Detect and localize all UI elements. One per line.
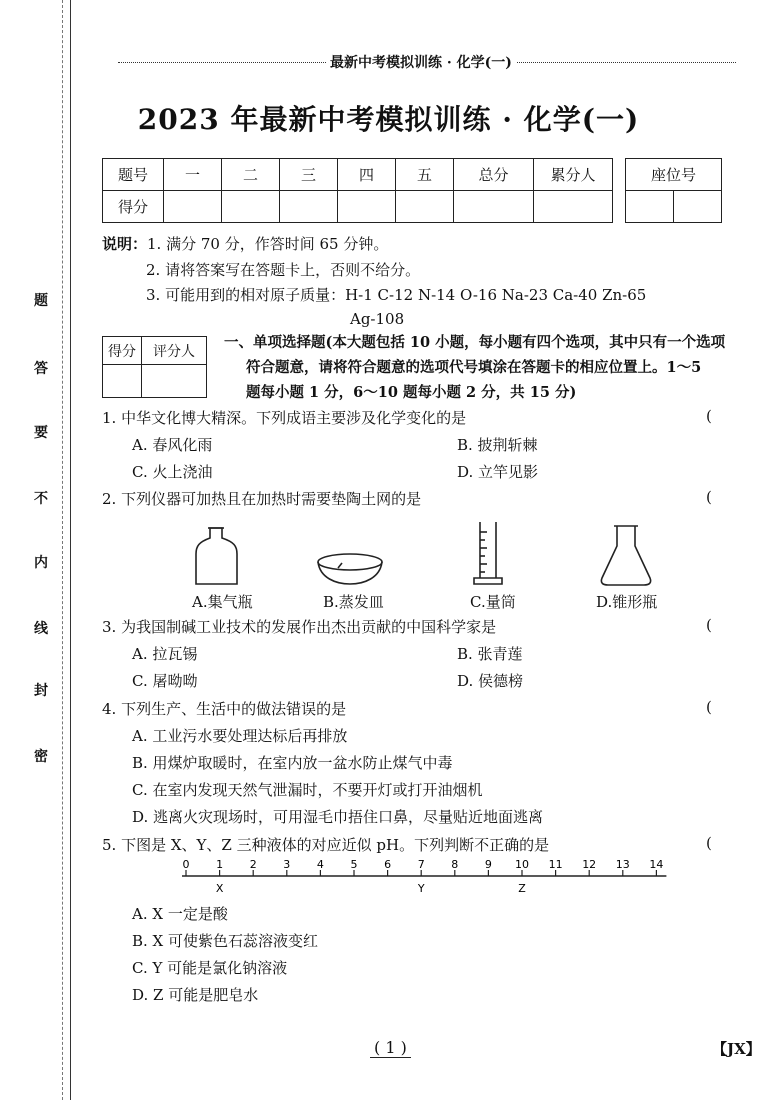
score-input-cell[interactable]	[164, 191, 222, 223]
score-header-cell: 三	[280, 159, 338, 191]
option: C. 屠呦呦	[132, 672, 198, 690]
grader-name-cell[interactable]	[142, 365, 207, 398]
running-header-text: 最新中考模拟训练 · 化学(一)	[326, 52, 516, 72]
seat-number-label: 座位号	[626, 159, 722, 191]
score-header-cell: 一	[164, 159, 222, 191]
option: D. 逃离火灾现场时，可用湿毛巾捂住口鼻，尽量贴近地面逃离	[132, 808, 544, 826]
option: B. 披荆斩棘	[457, 436, 538, 454]
instructions	[102, 233, 388, 254]
option: D. 立竿见影	[457, 463, 539, 481]
ph-tick-label: 14	[649, 858, 664, 871]
option: A. X 一定是酸	[132, 905, 228, 923]
score-input-cell[interactable]	[280, 191, 338, 223]
ph-tick-label: 10	[515, 858, 529, 871]
ph-tick-label: 2	[249, 858, 257, 871]
running-header	[118, 52, 736, 74]
question-stem: 4. 下列生产、生活中的做法错误的是	[102, 700, 347, 718]
ph-tick-label: 0	[182, 858, 190, 871]
option: D.锥形瓶	[596, 593, 658, 611]
page-title: 2023 年最新中考模拟训练 · 化学(一)	[137, 103, 640, 136]
score-header-cell: 二	[222, 159, 280, 191]
ph-tick-label: 9	[484, 858, 492, 871]
edition-code: 【JX】	[712, 1040, 761, 1058]
option: A. 春风化雨	[132, 436, 213, 454]
question-stem: 5. 下图是 X、Y、Z 三种液体的对应近似 pH。下列判断不正确的是	[102, 836, 550, 854]
answer-paren: (	[706, 407, 712, 425]
score-table	[102, 158, 613, 223]
seat-number-cell[interactable]	[674, 191, 722, 223]
evaporating-dish-icon	[318, 554, 382, 584]
binding-margin-char: 封	[34, 683, 48, 699]
instruction-item: 3. 可能用到的相对原子质量：H-1 C-12 N-14 O-16 Na-23 Ca-40 Zn-65	[146, 286, 647, 304]
binding-margin-char: 密	[34, 749, 48, 765]
score-input-cell[interactable]	[222, 191, 280, 223]
ph-tick-label: 12	[582, 858, 597, 871]
answer-paren: (	[706, 616, 712, 634]
score-header-cell: 五	[396, 159, 454, 191]
answer-paren: (	[706, 488, 712, 506]
ph-tick-label: 5	[350, 858, 358, 871]
option: B. 用煤炉取暖时，在室内放一盆水防止煤气中毒	[132, 754, 453, 772]
ph-tick-label: 4	[316, 858, 324, 871]
binding-margin-char: 要	[34, 425, 48, 441]
option: C. Y 可能是氯化钠溶液	[132, 959, 288, 977]
ph-marker-label: Z	[518, 882, 526, 895]
option: B. X 可使紫色石蕊溶液变红	[132, 932, 319, 950]
score-input-cell[interactable]	[338, 191, 396, 223]
section-heading: 题每小题 1 分，6～10 题每小题 2 分，共 15 分)	[246, 384, 577, 401]
option: C. 在室内发现天然气泄漏时，不要开灯或打开油烟机	[132, 781, 483, 799]
instruction-item: 2. 请将答案写在答题卡上，否则不给分。	[146, 261, 421, 279]
binding-margin-char: 线	[34, 621, 48, 637]
page-number: ( 1 )	[370, 1038, 411, 1057]
score-header-cell: 四	[338, 159, 396, 191]
apparatus-illustrations	[190, 520, 670, 592]
binding-margin-char: 不	[34, 491, 48, 507]
option: B.蒸发皿	[323, 593, 384, 611]
option: A.集气瓶	[192, 593, 253, 611]
option: A. 拉瓦锡	[132, 645, 198, 663]
instructions-label: 说明：	[102, 235, 148, 253]
ph-tick-label: 6	[384, 858, 392, 871]
section-heading: 符合题意，请将符合题意的选项代号填涂在答题卡的相应位置上。1～5	[246, 359, 702, 376]
binding-margin-char: 答	[34, 361, 48, 377]
grader-name-label: 评分人	[142, 337, 207, 365]
instruction-item-continued: Ag-108	[350, 310, 405, 328]
graduated-cylinder-icon	[474, 522, 502, 584]
ph-tick-label: 8	[451, 858, 459, 871]
page-number-value: 1	[385, 1038, 396, 1057]
binding-margin-char: 题	[34, 293, 48, 309]
score-input-cell[interactable]	[454, 191, 534, 223]
ph-marker-label: X	[215, 882, 224, 895]
section-heading: 一、单项选择题(本大题包括 10 小题，每小题有四个选项，其中只有一个选项	[224, 334, 726, 351]
ph-tick-label: 11	[548, 858, 563, 871]
option: C.量筒	[470, 593, 516, 611]
question-stem: 1. 中华文化博大精深。下列成语主要涉及化学变化的是	[102, 409, 467, 427]
grader-score-cell[interactable]	[103, 365, 142, 398]
score-input-cell[interactable]	[396, 191, 454, 223]
seat-number-cell[interactable]	[626, 191, 674, 223]
ph-tick-label: 1	[216, 858, 224, 871]
option: B. 张青莲	[457, 645, 523, 663]
answer-paren: (	[706, 698, 712, 716]
binding-margin-line	[70, 0, 71, 1100]
ph-tick-label: 3	[283, 858, 291, 871]
option: D. 侯德榜	[457, 672, 524, 690]
option: C. 火上浇油	[132, 463, 213, 481]
score-input-cell[interactable]	[534, 191, 613, 223]
option: A. 工业污水要处理达标后再排放	[132, 727, 348, 745]
conical-flask-icon	[601, 526, 650, 585]
grader-score-label: 得分	[103, 337, 142, 365]
seat-number-box	[625, 158, 722, 223]
score-header-cell: 题号	[103, 159, 164, 191]
ph-tick-label: 7	[417, 858, 425, 871]
question-stem: 3. 为我国制碱工业技术的发展作出杰出贡献的中国科学家是	[102, 618, 497, 636]
binding-margin-char: 内	[34, 555, 48, 571]
instruction-item: 1. 满分 70 分，作答时间 65 分钟。	[147, 235, 389, 253]
score-row-label: 得分	[103, 191, 164, 223]
gas-collecting-bottle-icon	[196, 528, 237, 584]
score-header-cell: 累分人	[534, 159, 613, 191]
ph-tick-label: 13	[615, 858, 630, 871]
grader-box	[102, 336, 207, 398]
option: D. Z 可能是肥皂水	[132, 986, 259, 1004]
score-header-cell: 总分	[454, 159, 534, 191]
answer-paren: (	[706, 834, 712, 852]
ph-scale	[170, 856, 690, 898]
question-stem: 2. 下列仪器可加热且在加热时需要垫陶土网的是	[102, 490, 422, 508]
binding-margin-dashed-line	[62, 0, 63, 1100]
ph-marker-label: Y	[417, 882, 425, 895]
